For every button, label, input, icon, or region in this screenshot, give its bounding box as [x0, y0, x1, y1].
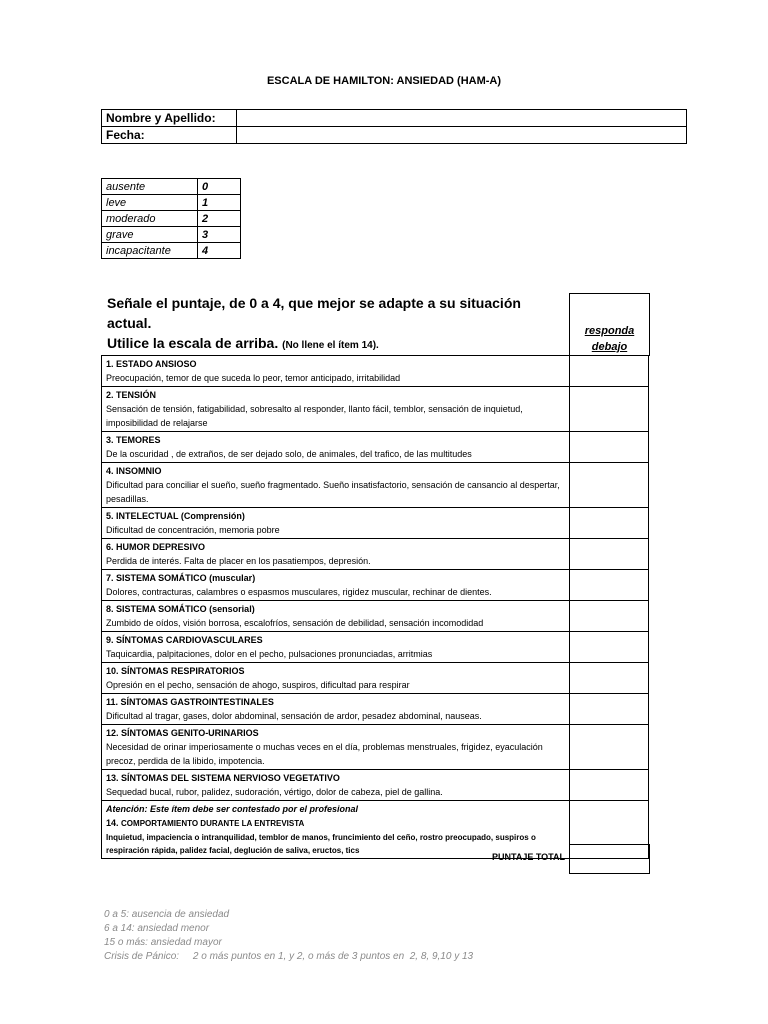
scale-value: 1: [198, 195, 241, 211]
item-description: Dificultad al tragar, gases, dolor abdominal, sensación de ardor, pesadez abdominal, nauseas.: [106, 711, 482, 721]
item-title: 9. SÍNTOMAS CARDIOVASCULARES: [106, 635, 263, 645]
item-title: 12. SÍNTOMAS GENITO-URINARIOS: [106, 728, 259, 738]
item-title: 3. TEMORES: [106, 435, 161, 445]
item-row: [102, 432, 649, 463]
item-description: Dificultad para conciliar el sueño, sueño fragmentado. Sueño insatisfactorio, sensación de cansancio al despertar, pesadillas.: [106, 480, 560, 504]
item-row: [102, 508, 649, 539]
scale-label: grave: [102, 227, 198, 243]
scoring-legend: [104, 908, 473, 964]
scale-value: 4: [198, 243, 241, 259]
item-title: 11. SÍNTOMAS GASTROINTESTINALES: [106, 697, 274, 707]
identification-table: [101, 109, 687, 144]
answer-cell[interactable]: [570, 539, 649, 570]
item-14-number: 14.: [106, 818, 119, 828]
answer-cell[interactable]: [570, 508, 649, 539]
professional-note: Atención: Este ítem debe ser contestado por el profesional: [106, 804, 359, 814]
item-row: [102, 387, 649, 432]
item-description: Zumbido de oídos, visión borrosa, escalofríos, sensación de debilidad, sensación incomodidad: [106, 618, 484, 628]
scale-label: incapacitante: [102, 243, 198, 259]
item-description: Perdida de interés. Falta de placer en los pasatiempos, depresión.: [106, 556, 371, 566]
item-row: [102, 601, 649, 632]
item-title: 13. SÍNTOMAS DEL SISTEMA NERVIOSO VEGETATIVO: [106, 773, 340, 783]
item-14-title: COMPORTAMIENTO DURANTE LA ENTREVISTA: [121, 819, 305, 828]
name-label: Nombre y Apellido:: [102, 110, 237, 127]
scale-legend-table: [101, 178, 241, 259]
item-row: [102, 632, 649, 663]
scale-value: 3: [198, 227, 241, 243]
item-description: De la oscuridad , de extraños, de ser dejado solo, de animales, del trafico, de las multitudes: [106, 449, 472, 459]
item-row: [102, 570, 649, 601]
page-title: ESCALA DE HAMILTON: ANSIEDAD (HAM-A): [266, 75, 502, 87]
answer-header-line1: responda: [584, 325, 635, 337]
items-table: [101, 355, 649, 859]
scale-value: 2: [198, 211, 241, 227]
item-row: [102, 356, 649, 387]
scale-label: moderado: [102, 211, 198, 227]
instructions: [107, 293, 567, 356]
item-row: [102, 770, 649, 801]
item-14-description: Inquietud, impaciencia o intranquilidad, temblor de manos, fruncimiento del ceño, rostro preocupado, suspiros o respiración rápida, palidez facial, deglución de saliva, eructos, tics: [106, 833, 536, 855]
answer-cell[interactable]: [570, 770, 649, 801]
item-row: [102, 463, 649, 508]
item-title: 4. INSOMNIO: [106, 466, 162, 476]
item-row: [102, 539, 649, 570]
item-title: 6. HUMOR DEPRESIVO: [106, 542, 206, 552]
item-title: 8. SISTEMA SOMÁTICO (sensorial): [106, 604, 255, 614]
item-title: 5. INTELECTUAL (Comprensión): [106, 511, 245, 521]
instructions-line2: Utilice la escala de arriba.: [107, 335, 279, 351]
answer-cell[interactable]: [570, 463, 649, 508]
name-field[interactable]: [237, 110, 687, 127]
scoring-line: 15 o más: ansiedad mayor: [104, 937, 222, 948]
total-label: PUNTAJE TOTAL: [491, 852, 565, 862]
item-title: 2. TENSIÓN: [106, 390, 157, 400]
answer-cell[interactable]: [570, 725, 649, 770]
answer-cell[interactable]: [570, 570, 649, 601]
answer-cell[interactable]: [570, 601, 649, 632]
item-description: Sequedad bucal, rubor, palidez, sudoración, vértigo, dolor de cabeza, piel de gallina.: [106, 787, 443, 797]
item-row: [102, 694, 649, 725]
answer-column-header: [569, 293, 650, 356]
scoring-line: Crisis de Pánico: 2 o más puntos en 1, y 2, o más de 3 puntos en 2, 8, 9,10 y 13: [104, 951, 474, 962]
date-label: Fecha:: [102, 127, 237, 144]
scale-value: 0: [198, 179, 241, 195]
answer-header-line2: debajo: [591, 341, 628, 353]
item-title: 10. SÍNTOMAS RESPIRATORIOS: [106, 666, 245, 676]
item-description: Taquicardia, palpitaciones, dolor en el pecho, pulsaciones pronunciadas, arritmias: [106, 649, 433, 659]
instructions-note: (No llene el ítem 14).: [282, 340, 379, 351]
scoring-line: 0 a 5: ausencia de ansiedad: [104, 909, 230, 920]
total-score-box[interactable]: [569, 844, 650, 874]
item-description: Dificultad de concentración, memoria pobre: [106, 525, 280, 535]
item-title: 7. SISTEMA SOMÁTICO (muscular): [106, 573, 256, 583]
item-title: 1. ESTADO ANSIOSO: [106, 359, 197, 369]
item-description: Opresión en el pecho, sensación de ahogo, suspiros, dificultad para respirar: [106, 680, 410, 690]
item-description: Preocupación, temor de que suceda lo peor, temor anticipado, irritabilidad: [106, 373, 401, 383]
answer-cell[interactable]: [570, 356, 649, 387]
answer-cell[interactable]: [570, 632, 649, 663]
date-field[interactable]: [237, 127, 687, 144]
answer-cell[interactable]: [570, 387, 649, 432]
instructions-line1: Señale el puntaje, de 0 a 4, que mejor se adapte a su situación actual.: [107, 295, 521, 331]
item-description: Necesidad de orinar imperiosamente o muchas veces en el día, problemas menstruales, frigidez, eyaculación precoz, perdida de la libido, impotencia.: [106, 742, 543, 766]
item-row: [102, 725, 649, 770]
answer-cell[interactable]: [570, 432, 649, 463]
scale-label: ausente: [102, 179, 198, 195]
item-description: Sensación de tensión, fatigabilidad, sobresalto al responder, llanto fácil, temblor, sensación de inquietud, imposibilidad de relajarse: [106, 404, 523, 428]
item-row: [102, 663, 649, 694]
scale-label: leve: [102, 195, 198, 211]
answer-cell[interactable]: [570, 694, 649, 725]
item-description: Dolores, contracturas, calambres o espasmos musculares, rigidez muscular, rechinar de dientes.: [106, 587, 492, 597]
total-row: [101, 844, 649, 872]
answer-cell[interactable]: [570, 663, 649, 694]
scoring-line: 6 a 14: ansiedad menor: [104, 923, 210, 934]
